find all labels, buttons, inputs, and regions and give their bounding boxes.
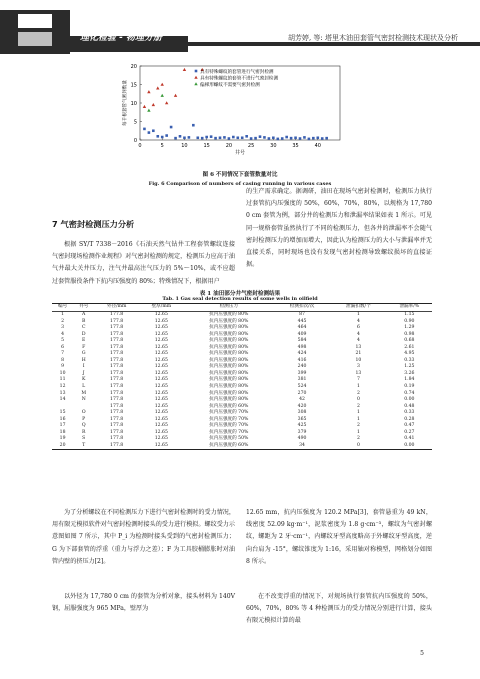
table-cell: 498 bbox=[297, 344, 307, 350]
table-header-0: 编号 bbox=[52, 304, 73, 312]
data-point-square bbox=[219, 136, 222, 139]
table-cell: 379 bbox=[297, 429, 307, 435]
table-cell: 12.65 bbox=[154, 344, 168, 350]
table-cell: E bbox=[82, 338, 86, 344]
table-cell: 1.15 bbox=[404, 312, 415, 317]
table-caption-cn: 表 1 油田部分井气密封检测结果 bbox=[199, 291, 281, 297]
bottom-right-paragraph-2: 在不改变浮重的情况下，对规场执行套管抗内压强度的 50%，60%，70%，80% 等 4 种检测压力的受力情况分别进行计算，接头有限元模拟计算的最 bbox=[246, 593, 432, 625]
table-cell: 抗内压强度的 80% bbox=[209, 384, 249, 390]
data-point-square bbox=[254, 137, 257, 140]
table-cell: 177.8 bbox=[110, 377, 124, 383]
data-point-triangle bbox=[183, 68, 186, 71]
table-header-3: 壁厚/mm bbox=[139, 304, 184, 312]
table-cell: 584 bbox=[297, 338, 307, 344]
table-cell: 抗内压强度的 80% bbox=[209, 338, 249, 344]
data-point-square bbox=[223, 136, 226, 139]
figure-6-scatter-chart bbox=[112, 60, 380, 168]
table-cell: 177.8 bbox=[110, 344, 124, 350]
running-title: 胡芳婷, 等: 塔里木油田套管气密封检测技术现状及分析 bbox=[287, 34, 458, 42]
table-cell: 365 bbox=[297, 416, 307, 422]
table-cell: 177.8 bbox=[110, 325, 124, 331]
table-cell: 抗内压强度的 60% bbox=[184, 443, 274, 450]
table-cell: 5 bbox=[61, 338, 65, 344]
y-tick-label: 5 bbox=[133, 119, 137, 126]
data-point-square bbox=[281, 137, 284, 140]
table-cell: 0.00 bbox=[387, 443, 432, 450]
table-cell: 12.65 bbox=[154, 429, 168, 435]
table-cell: G bbox=[81, 351, 86, 357]
table-header-4: 检测压力 bbox=[184, 304, 274, 312]
data-point-square bbox=[290, 137, 293, 140]
table-cell: 12.65 bbox=[154, 410, 168, 416]
table-cell: 0.90 bbox=[404, 318, 415, 324]
data-point-square bbox=[183, 136, 186, 139]
table-cell: 抗内压强度的 80% bbox=[209, 357, 249, 363]
data-point-square bbox=[205, 136, 208, 139]
table-cell: 12.65 bbox=[154, 390, 168, 396]
data-point-square bbox=[161, 136, 164, 139]
x-tick-label: 40 bbox=[314, 143, 321, 149]
table-cell: 177.8 bbox=[110, 364, 124, 370]
page-number: 5 bbox=[420, 650, 424, 657]
table-cell: 抗内压强度的 70% bbox=[209, 410, 249, 416]
table-cell: 抗内压强度的 80% bbox=[209, 351, 249, 357]
y-tick-label: 10 bbox=[130, 100, 137, 107]
data-point-square bbox=[179, 135, 182, 138]
x-tick-label: 25 bbox=[247, 143, 255, 149]
table-cell: A bbox=[82, 312, 86, 317]
x-tick-label: 35 bbox=[292, 143, 299, 149]
table-cell: 177.8 bbox=[110, 397, 124, 403]
table-cell: 9 bbox=[61, 364, 65, 370]
table-cell: B bbox=[82, 318, 86, 324]
data-point-square bbox=[325, 137, 328, 140]
table-cell: 177.8 bbox=[110, 351, 124, 357]
table-cell: 8 bbox=[61, 357, 65, 363]
bottom-left-paragraph-2: 以外径为 17,780 0 cm 的套管为分析对象，接头材料为 140V 钢，屈服强度为 965 MPa，壁厚为 bbox=[52, 593, 235, 613]
table-cell: 18 bbox=[59, 429, 66, 435]
table-cell: 524 bbox=[297, 384, 307, 390]
table-row bbox=[52, 312, 432, 319]
legend-entry: 具有特殊螺纹的套管进行气密封检测 bbox=[200, 69, 274, 75]
table-cell: O bbox=[81, 410, 86, 416]
table-cell: 12.65 bbox=[154, 416, 168, 422]
table-cell: 抗内压强度的 80% bbox=[209, 331, 249, 337]
data-point-square bbox=[196, 136, 199, 139]
table-cell: 177.8 bbox=[110, 403, 124, 409]
table-cell: 0.27 bbox=[404, 429, 415, 435]
table-cell: N bbox=[81, 397, 86, 403]
table-cell: 425 bbox=[297, 423, 307, 429]
table-cell: I bbox=[82, 364, 85, 370]
table-cell: 87 bbox=[299, 312, 305, 317]
table-cell: 抗内压强度的 80% bbox=[209, 390, 249, 396]
data-point-square bbox=[188, 136, 191, 139]
table-cell: 0.19 bbox=[404, 384, 415, 390]
data-point-triangle bbox=[194, 82, 197, 85]
table-cell: 12.65 bbox=[154, 403, 168, 409]
x-tick-label: 20 bbox=[225, 143, 233, 149]
table-cell: T bbox=[73, 443, 94, 450]
table-cell: H bbox=[81, 357, 86, 363]
figure-caption-en: Fig. 6 Comparison of numbers of casing running in various cases bbox=[148, 181, 332, 187]
table-cell: 3.26 bbox=[404, 370, 415, 376]
data-point-square bbox=[321, 137, 324, 140]
table-cell: 416 bbox=[297, 357, 307, 363]
data-point-square bbox=[272, 136, 275, 139]
table-cell: 15 bbox=[59, 410, 66, 416]
data-point-square bbox=[250, 137, 253, 140]
table-cell: 177.8 bbox=[110, 410, 124, 416]
table-cell: 1.29 bbox=[404, 325, 415, 331]
table-cell: 2 bbox=[356, 390, 360, 396]
table-cell: 1 bbox=[356, 312, 360, 317]
table-cell: 12.65 bbox=[154, 338, 168, 344]
data-point-square bbox=[165, 134, 168, 137]
table-cell: 抗内压强度的 80% bbox=[209, 325, 249, 331]
table-cell: 4 bbox=[356, 338, 360, 344]
table-cell: 抗内压强度的 80% bbox=[209, 364, 249, 370]
data-point-square bbox=[214, 137, 217, 140]
data-point-square bbox=[303, 136, 306, 139]
table-cell: 抗内压强度的 80% bbox=[209, 377, 249, 383]
data-point-triangle bbox=[152, 103, 155, 106]
data-point-triangle bbox=[143, 105, 146, 108]
table-cell: 177.8 bbox=[110, 384, 124, 390]
table-cell: 16 bbox=[59, 416, 66, 422]
table-cell: 抗内压强度的 80% bbox=[209, 344, 249, 350]
table-cell: 12.65 bbox=[154, 436, 168, 442]
table-cell: 0.48 bbox=[404, 403, 415, 409]
table-cell: 0.00 bbox=[404, 397, 415, 403]
table-cell: J bbox=[82, 370, 85, 376]
table-cell: 308 bbox=[297, 410, 307, 416]
table-cell: 抗内压强度的 80% bbox=[209, 397, 249, 403]
table-cell: C bbox=[81, 325, 86, 331]
table-cell: P bbox=[82, 416, 86, 422]
y-tick-label: 0 bbox=[133, 137, 137, 144]
data-point-triangle bbox=[147, 90, 150, 93]
table-cell: 4.95 bbox=[404, 351, 415, 357]
data-point-square bbox=[156, 135, 159, 138]
table-cell: 10 bbox=[59, 370, 66, 376]
table-cell: 3 bbox=[61, 325, 65, 331]
table-cell: 0.33 bbox=[404, 357, 415, 363]
table-cell: 3 bbox=[356, 364, 360, 370]
table-cell: 0 bbox=[330, 443, 386, 450]
table-cell: 1 bbox=[356, 384, 360, 390]
table-cell: 抗内压强度的 50% bbox=[209, 436, 249, 442]
data-point-square bbox=[312, 137, 315, 140]
table-cell: 4 bbox=[356, 318, 360, 324]
table-cell: 270 bbox=[297, 390, 307, 396]
table-cell: 12.65 bbox=[154, 397, 168, 403]
data-point-square bbox=[232, 136, 235, 139]
table-cell: 抗内压强度的 70% bbox=[209, 429, 249, 435]
x-tick-label: 10 bbox=[181, 143, 188, 149]
table-header-6: 泄漏扣数/个 bbox=[330, 304, 386, 312]
table-cell: 445 bbox=[297, 318, 307, 324]
data-point-square bbox=[195, 70, 198, 73]
table-cell: 12.65 bbox=[154, 351, 168, 357]
data-point-triangle bbox=[174, 94, 177, 97]
table-cell: L bbox=[82, 384, 86, 390]
table-cell: 12.65 bbox=[139, 443, 184, 450]
table-caption-en: Tab. 1 Gas seal detection results of some wells in oilfield bbox=[162, 296, 318, 302]
table-cell: 177.8 bbox=[110, 416, 124, 422]
bottom-right-paragraph: 12.65 mm，抗内压强度为 120.2 MPa[3]，套管悬重为 49 kN，线密度 52.09 kg·m⁻¹，泥浆密度为 1.8 g·cm⁻³，螺纹为气密封螺纹，螺距为 2 牙·cm⁻¹，内螺纹牙型高度略高于外螺纹牙型高度，逆向台肩为 -15°，螺纹锥度为 1:16，采用轴对称模型，网格划分如图 8 所示。 bbox=[246, 509, 432, 565]
data-point-square bbox=[259, 135, 262, 138]
table-cell: 13 bbox=[355, 344, 362, 350]
y-tick-label: 15 bbox=[130, 82, 137, 89]
table-cell: 2 bbox=[356, 403, 360, 409]
data-point-square bbox=[148, 131, 151, 134]
table-cell: 12.65 bbox=[154, 357, 168, 363]
table-cell: K bbox=[81, 377, 86, 383]
table-header-7: 泄漏率/% bbox=[387, 304, 432, 312]
table-cell: 1.84 bbox=[404, 377, 415, 383]
table-cell: 1 bbox=[356, 410, 360, 416]
table-cell: 0.47 bbox=[404, 423, 415, 429]
table-cell: 177.8 bbox=[110, 318, 124, 324]
table-cell: 抗内压强度的 70% bbox=[209, 423, 249, 429]
data-point-square bbox=[152, 129, 155, 132]
table-cell: 240 bbox=[297, 364, 307, 370]
data-point-triangle bbox=[156, 86, 159, 89]
table-cell: 42 bbox=[299, 397, 305, 403]
table-cell: 0.33 bbox=[404, 410, 415, 416]
table-cell: 12.65 bbox=[154, 377, 168, 383]
x-tick-label: 15 bbox=[203, 143, 210, 149]
data-point-square bbox=[170, 126, 173, 129]
table-header-1: 井号 bbox=[73, 304, 94, 312]
legend-entry: 具有特殊螺纹的套管不进行气密封检测 bbox=[200, 76, 279, 82]
x-axis-label: 井号 bbox=[234, 150, 246, 156]
right-column-paragraph: 的生产需求确定。据调研，油田在现场气密封检测时，检测压力执行过套管抗内压强度的 50%，60%，70%，80%，以规格为 17,780 0 cm 套管为例，部分井的检测压力和泄漏率结果如表 1 所示。可见同一规格套管虽然执行了不同的检测压力，但各井的泄漏率不会随气密封检测压力的增加而增大，因此认为检测压力的大小与泄漏率并无直接关系，同时现场也没有发现气密封检测导致螺纹损坏的直接证据。 bbox=[246, 188, 432, 269]
data-point-triangle bbox=[161, 83, 164, 86]
table-cell: 12.65 bbox=[154, 370, 168, 376]
table-cell: 12.65 bbox=[154, 318, 168, 324]
table-cell: 464 bbox=[297, 325, 307, 331]
table-cell: 2.61 bbox=[404, 344, 415, 350]
data-point-triangle bbox=[165, 101, 168, 104]
table-cell: 11 bbox=[59, 377, 66, 383]
table-cell: 12.65 bbox=[154, 364, 168, 370]
table-cell: 10 bbox=[355, 357, 362, 363]
table-cell: 2 bbox=[61, 318, 65, 324]
table-cell: 177.8 bbox=[110, 312, 124, 317]
table-cell: R bbox=[81, 429, 86, 435]
gas-seal-results-table bbox=[52, 303, 432, 450]
table-cell: 409 bbox=[297, 331, 307, 337]
data-point-square bbox=[276, 138, 279, 141]
data-point-square bbox=[263, 136, 266, 139]
table-cell: 424 bbox=[297, 351, 307, 357]
table-cell: 177.8 bbox=[110, 436, 124, 442]
table-header-row bbox=[52, 304, 432, 312]
table-cell: 177.8 bbox=[110, 423, 124, 429]
table-cell: 177.8 bbox=[110, 357, 124, 363]
data-point-square bbox=[228, 137, 231, 140]
table-cell: 177.8 bbox=[94, 443, 139, 450]
table-cell: 0 bbox=[356, 397, 360, 403]
journal-name: 理化检验 - 物理分册 bbox=[80, 33, 163, 43]
table-cell: 420 bbox=[297, 403, 307, 409]
table-cell: 490 bbox=[297, 436, 307, 442]
table-cell: 177.8 bbox=[110, 331, 124, 337]
table-cell: 抗内压强度的 80% bbox=[209, 370, 249, 376]
table-cell: 12.65 bbox=[154, 423, 168, 429]
table-cell: 1 bbox=[356, 416, 360, 422]
table-cell: 12 bbox=[59, 384, 66, 390]
data-point-triangle bbox=[161, 94, 164, 97]
table-cell: D bbox=[81, 331, 86, 337]
table-cell: 抗内压强度的 70% bbox=[209, 416, 249, 422]
table-row bbox=[52, 443, 432, 450]
table-cell: 7 bbox=[61, 351, 65, 357]
data-point-square bbox=[285, 136, 288, 139]
table-cell: 1.25 bbox=[404, 364, 415, 370]
data-point-square bbox=[143, 128, 146, 131]
table-cell: 2 bbox=[356, 423, 360, 429]
legend-entry: 偏梯形螺纹不需要气密封检测 bbox=[200, 82, 260, 88]
table-cell: 381 bbox=[297, 377, 307, 383]
x-tick-label: 0 bbox=[138, 143, 142, 149]
section-7-title: 7 气密封检测压力分析 bbox=[52, 219, 135, 229]
data-point-triangle bbox=[194, 76, 197, 79]
data-point-square bbox=[192, 124, 195, 127]
table-cell: 1 bbox=[356, 429, 360, 435]
bottom-left-paragraph: 为了分析螺纹在不同检测压力下进行气密封检测时的受力情况，用有限元模拟软件对气密封检测时接头的受力进行模拟。螺纹受力示意图如图 7 所示，其中 P_i 为检测时接头受到的气密封检测压力；G 为下部套管的浮重（重力与浮力之差）；F 为工具胶桶膨胀时对油管内壁的挤压力[2]。 bbox=[52, 509, 235, 565]
table-cell: S bbox=[82, 436, 86, 442]
table-cell: 177.8 bbox=[110, 390, 124, 396]
table-cell: 4 bbox=[356, 331, 360, 337]
table-header-5: 检测扣次/次 bbox=[274, 304, 330, 312]
table-cell: 12.65 bbox=[154, 312, 168, 317]
data-point-square bbox=[268, 137, 271, 140]
data-point-square bbox=[299, 137, 302, 140]
table-cell: 177.8 bbox=[110, 370, 124, 376]
figure-caption-cn: 图 6 不同情况下套管数量对比 bbox=[202, 172, 278, 178]
table-cell: 177.8 bbox=[110, 338, 124, 344]
table-cell: 13 bbox=[59, 390, 66, 396]
table-cell: 17 bbox=[59, 423, 66, 429]
table-cell: 34 bbox=[274, 443, 330, 450]
data-point-triangle bbox=[147, 109, 150, 112]
table-cell: 0.41 bbox=[404, 436, 415, 442]
table-cell: 12.65 bbox=[154, 384, 168, 390]
table-cell: 12.65 bbox=[154, 325, 168, 331]
table-cell: 6 bbox=[61, 344, 65, 350]
data-point-square bbox=[308, 138, 311, 141]
table-header-2: 外径/mm bbox=[94, 304, 139, 312]
table-cell: 13 bbox=[355, 370, 362, 376]
data-point-square bbox=[201, 137, 204, 140]
data-point-square bbox=[241, 136, 244, 139]
table-cell: 0.74 bbox=[404, 390, 415, 396]
section-7-paragraph: 根据 SY/T 7338－2016《石油天然气钻井工程套管螺纹连接气密封现场检测作业规程》对气密封检测的规定，检测压力应高于油气井最大关井压力，注气井最高注气压力的 5%～10%，或不应超过套管服役条件下抗内压强度的 80%；特殊情况下，根据用户 bbox=[52, 241, 235, 285]
table-cell: F bbox=[82, 344, 86, 350]
table-cell: 0.68 bbox=[404, 338, 415, 344]
table-cell: 0.28 bbox=[404, 416, 415, 422]
table-cell: 20 bbox=[52, 443, 73, 450]
data-point-square bbox=[174, 137, 177, 140]
table-cell: 1 bbox=[61, 312, 65, 317]
y-axis-label: 每千根套管气密封数量 bbox=[123, 80, 128, 126]
table-cell: 177.8 bbox=[110, 429, 124, 435]
x-tick-label: 5 bbox=[160, 143, 164, 149]
data-point-square bbox=[236, 136, 239, 139]
table-cell: 12.65 bbox=[154, 331, 168, 337]
table-cell: 2 bbox=[356, 436, 360, 442]
table-cell: 399 bbox=[297, 370, 307, 376]
y-tick-label: 20 bbox=[130, 63, 137, 70]
table-cell: 6 bbox=[356, 325, 360, 331]
table-cell: 抗内压强度的 80% bbox=[209, 312, 249, 317]
table-cell: 4 bbox=[61, 331, 65, 337]
table-cell: 0.98 bbox=[404, 331, 415, 337]
table-cell: 抗内压强度的 60% bbox=[209, 403, 249, 409]
data-point-square bbox=[245, 135, 248, 138]
table-cell: Q bbox=[81, 423, 86, 429]
table-cell: 抗内压强度的 80% bbox=[209, 318, 249, 324]
table-cell: M bbox=[81, 390, 87, 396]
x-tick-label: 30 bbox=[270, 143, 277, 149]
data-point-square bbox=[316, 136, 319, 139]
table-cell: 14 bbox=[59, 397, 66, 403]
table-cell: 21 bbox=[355, 351, 362, 357]
table-cell: 7 bbox=[356, 377, 360, 383]
table-cell: 19 bbox=[59, 436, 66, 442]
data-point-square bbox=[294, 136, 297, 139]
data-point-square bbox=[210, 135, 213, 138]
